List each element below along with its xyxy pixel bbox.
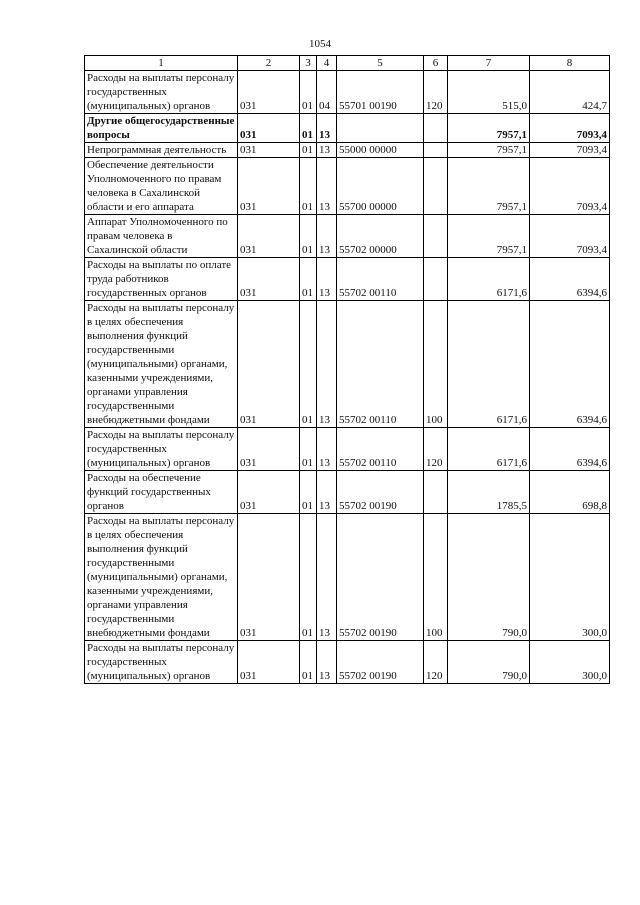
target-item-cell: 55702 00190 (337, 641, 424, 684)
expense-type-cell (424, 158, 448, 215)
expense-type-cell (424, 471, 448, 514)
amount-actual-cell: 698,8 (530, 471, 610, 514)
column-header: 6 (424, 56, 448, 71)
admin-code-cell: 031 (238, 258, 300, 301)
table-row (85, 301, 610, 428)
table-row (85, 641, 610, 684)
admin-code-cell: 031 (238, 71, 300, 114)
column-header: 7 (448, 56, 530, 71)
column-header: 5 (337, 56, 424, 71)
amount-plan-cell: 7957,1 (448, 143, 530, 158)
expense-type-cell: 100 (424, 514, 448, 641)
target-item-cell: 55702 00110 (337, 428, 424, 471)
expense-type-cell: 120 (424, 428, 448, 471)
amount-actual-cell: 7093,4 (530, 158, 610, 215)
section-cell: 01 (300, 428, 317, 471)
subsection-cell: 13 (317, 258, 337, 301)
amount-actual-cell: 300,0 (530, 514, 610, 641)
amount-actual-cell: 7093,4 (530, 215, 610, 258)
admin-code-cell: 031 (238, 158, 300, 215)
amount-plan-cell: 7957,1 (448, 215, 530, 258)
amount-actual-cell: 7093,4 (530, 143, 610, 158)
row-name-cell: Расходы на выплаты персоналу в целях обеспечения выполнения функций государственными (муниципальными) органами, казенными учреждениями, органами управления государственными внебюджетными фондами (85, 301, 238, 428)
target-item-cell: 55702 00190 (337, 514, 424, 641)
amount-actual-cell: 6394,6 (530, 301, 610, 428)
target-item-cell: 55701 00190 (337, 71, 424, 114)
admin-code-cell: 031 (238, 514, 300, 641)
subsection-cell: 13 (317, 471, 337, 514)
admin-code-cell: 031 (238, 215, 300, 258)
subsection-cell: 13 (317, 301, 337, 428)
row-name-cell: Расходы на выплаты по оплате труда работников государственных органов (85, 258, 238, 301)
admin-code-cell: 031 (238, 641, 300, 684)
table-row (85, 158, 610, 215)
amount-plan-cell: 6171,6 (448, 301, 530, 428)
column-header: 2 (238, 56, 300, 71)
table-row (85, 258, 610, 301)
expense-type-cell (424, 114, 448, 143)
table-row (85, 428, 610, 471)
row-name-cell: Расходы на выплаты персоналу государственных (муниципальных) органов (85, 71, 238, 114)
section-cell: 01 (300, 514, 317, 641)
subsection-cell: 13 (317, 158, 337, 215)
amount-plan-cell: 790,0 (448, 514, 530, 641)
target-item-cell: 55702 00110 (337, 301, 424, 428)
expense-type-cell (424, 143, 448, 158)
table-row (85, 114, 610, 143)
row-name-cell: Расходы на выплаты персоналу государственных (муниципальных) органов (85, 428, 238, 471)
column-header: 4 (317, 56, 337, 71)
subsection-cell: 13 (317, 428, 337, 471)
amount-actual-cell: 6394,6 (530, 428, 610, 471)
section-cell: 01 (300, 71, 317, 114)
expense-type-cell (424, 258, 448, 301)
admin-code-cell: 031 (238, 471, 300, 514)
amount-plan-cell: 6171,6 (448, 428, 530, 471)
amount-actual-cell: 6394,6 (530, 258, 610, 301)
target-item-cell: 55702 00000 (337, 215, 424, 258)
section-cell: 01 (300, 641, 317, 684)
row-name-cell: Расходы на выплаты персоналу государственных (муниципальных) органов (85, 641, 238, 684)
expense-type-cell: 120 (424, 641, 448, 684)
amount-actual-cell: 300,0 (530, 641, 610, 684)
admin-code-cell: 031 (238, 114, 300, 143)
subsection-cell: 13 (317, 641, 337, 684)
amount-plan-cell: 1785,5 (448, 471, 530, 514)
row-name-cell: Другие общегосударственные вопросы (85, 114, 238, 143)
table-body (85, 71, 610, 684)
subsection-cell: 13 (317, 114, 337, 143)
column-header: 8 (530, 56, 610, 71)
column-header: 3 (300, 56, 317, 71)
budget-table (84, 55, 610, 684)
row-name-cell: Непрограммная деятельность (85, 143, 238, 158)
admin-code-cell: 031 (238, 301, 300, 428)
row-name-cell: Аппарат Уполномоченного по правам человека в Сахалинской области (85, 215, 238, 258)
table-row (85, 71, 610, 114)
section-cell: 01 (300, 158, 317, 215)
amount-plan-cell: 790,0 (448, 641, 530, 684)
subsection-cell: 13 (317, 143, 337, 158)
table-row (85, 514, 610, 641)
column-header: 1 (85, 56, 238, 71)
amount-plan-cell: 515,0 (448, 71, 530, 114)
amount-actual-cell: 7093,4 (530, 114, 610, 143)
expense-type-cell: 120 (424, 71, 448, 114)
target-item-cell: 55000 00000 (337, 143, 424, 158)
section-cell: 01 (300, 258, 317, 301)
subsection-cell: 04 (317, 71, 337, 114)
target-item-cell: 55702 00190 (337, 471, 424, 514)
section-cell: 01 (300, 215, 317, 258)
row-name-cell: Обеспечение деятельности Уполномоченного по правам человека в Сахалинской области и его аппарата (85, 158, 238, 215)
expense-type-cell (424, 215, 448, 258)
table-row (85, 143, 610, 158)
target-item-cell (337, 114, 424, 143)
admin-code-cell: 031 (238, 143, 300, 158)
row-name-cell: Расходы на выплаты персоналу в целях обеспечения выполнения функций государственными (муниципальными) органами, казенными учреждениями, органами управления государственными внебюджетными фондами (85, 514, 238, 641)
subsection-cell: 13 (317, 514, 337, 641)
section-cell: 01 (300, 471, 317, 514)
target-item-cell: 55702 00110 (337, 258, 424, 301)
subsection-cell: 13 (317, 215, 337, 258)
admin-code-cell: 031 (238, 428, 300, 471)
section-cell: 01 (300, 143, 317, 158)
section-cell: 01 (300, 114, 317, 143)
amount-plan-cell: 6171,6 (448, 258, 530, 301)
amount-plan-cell: 7957,1 (448, 114, 530, 143)
amount-actual-cell: 424,7 (530, 71, 610, 114)
table-row (85, 471, 610, 514)
target-item-cell: 55700 00000 (337, 158, 424, 215)
row-name-cell: Расходы на обеспечение функций государственных органов (85, 471, 238, 514)
header-row (85, 56, 610, 71)
page-number: 1054 (309, 38, 331, 50)
table-row (85, 215, 610, 258)
section-cell: 01 (300, 301, 317, 428)
expense-type-cell: 100 (424, 301, 448, 428)
amount-plan-cell: 7957,1 (448, 158, 530, 215)
